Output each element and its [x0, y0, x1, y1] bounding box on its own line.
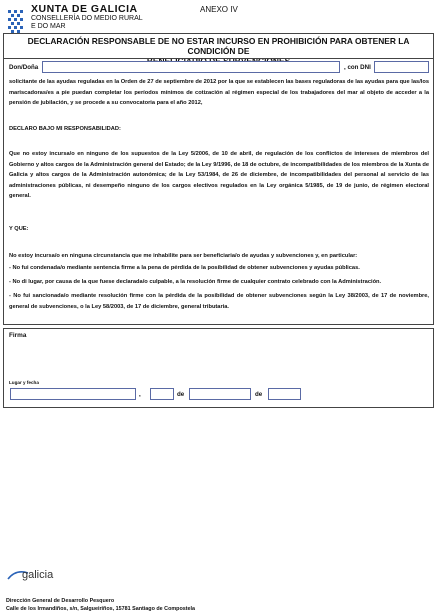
signature-label: Firma	[9, 332, 27, 339]
declare-body: Que no estoy incursa/o en ninguno de los supuestos de la Ley 5/2006, de 10 de abril, de regulación de los conflictos de intereses de miembros del Gobierno y altos cargos de la Administración general del Estado; de la Ley 9/1996, de 18 de octubre, de incompatibilidades de los miembros de la Xunta de Galicia y altos cargos de la Administración autonómica; de la Ley 53/1984, de 26 de diciembre, de incompatibilidades del personal al servicio de las administraciones públicas, ni desempeño ninguno de los cargos electivos regulados en la Ley orgánica 5/1985, de 19 de junio, de régimen electoral general.	[9, 151, 429, 200]
footer-line-2: Calle de los Irmandiños, s/n, Salgueiriños, 15781 Santiago de Compostela	[6, 606, 196, 612]
name-field[interactable]	[42, 61, 340, 73]
department-name	[31, 15, 151, 31]
year-field[interactable]	[268, 388, 301, 400]
annex-label: ANEXO IV	[200, 5, 238, 14]
intro-paragraph: solicitante de las ayudas reguladas en la Orden de 27 de septiembre de 2012 por la que se establecen las bases reguladoras de las ayudas para que las/los mariscadoras/es a pie puedan completar los períodos mínimos de cotización al régimen especial de los trabajadores del mar al objeto de acceder a la pensión de jubilación, y se procede a su convocatoria para el año 2012,	[9, 79, 429, 107]
de-label-1: de	[177, 391, 185, 398]
galicia-logo-text: galicia	[22, 569, 54, 581]
condition-item: - No fui condenada/o mediante sentencia firme a la pena de pérdida de la posibilidad de obtener subvenciones y ayudas públicas.	[9, 265, 360, 271]
condition-item: - No fui sancionada/o mediante resolución firme con la pérdida de la posibilidad de obtener subvenciones según la Ley 38/2003, de 17 de noviembre, general de subvenciones, o la Ley 58/2003, de 17 de diciembre, general tributaria.	[9, 293, 429, 310]
department-line-2: E DO MAR	[31, 23, 66, 30]
month-field[interactable]	[189, 388, 251, 400]
place-date-label: Lugar y fecha	[9, 380, 39, 385]
galicia-logo	[6, 567, 76, 590]
department-line-1: CONSELLERÍA DO MEDIO RURAL	[31, 15, 143, 22]
dni-field[interactable]	[374, 61, 429, 73]
org-name: XUNTA DE GALICIA	[31, 3, 138, 15]
name-label: Don/Doña	[9, 64, 39, 71]
declare-heading: DECLARO BAJO MI RESPONSABILIDAD:	[9, 126, 121, 132]
y-que-label: Y QUE:	[9, 226, 29, 232]
condition-item: - No di lugar, por causa de la que fuese declarada/o culpable, a la resolución firme de cualquier contrato celebrado con la Administración.	[9, 279, 382, 285]
footer-address	[6, 597, 195, 613]
day-field[interactable]	[150, 388, 174, 400]
declaration-title-line-1: DECLARACIÓN RESPONSABLE DE NO ESTAR INCURSO EN PROHIBICIÓN PARA OBTENER LA CONDICIÓN DE	[27, 36, 410, 56]
footer-line-1: Dirección General de Desarrollo Pesquero	[6, 598, 115, 604]
place-field[interactable]	[10, 388, 136, 400]
comma-separator: ,	[139, 391, 141, 398]
conditions-intro: No estoy incursa/o en ninguna circunstancia que me inhabilite para ser beneficiaria/o de ayudas y subvenciones y, en particular:	[9, 253, 358, 259]
title-divider	[3, 58, 434, 59]
dni-label: , con DNI	[344, 64, 371, 71]
de-label-2: de	[255, 391, 263, 398]
